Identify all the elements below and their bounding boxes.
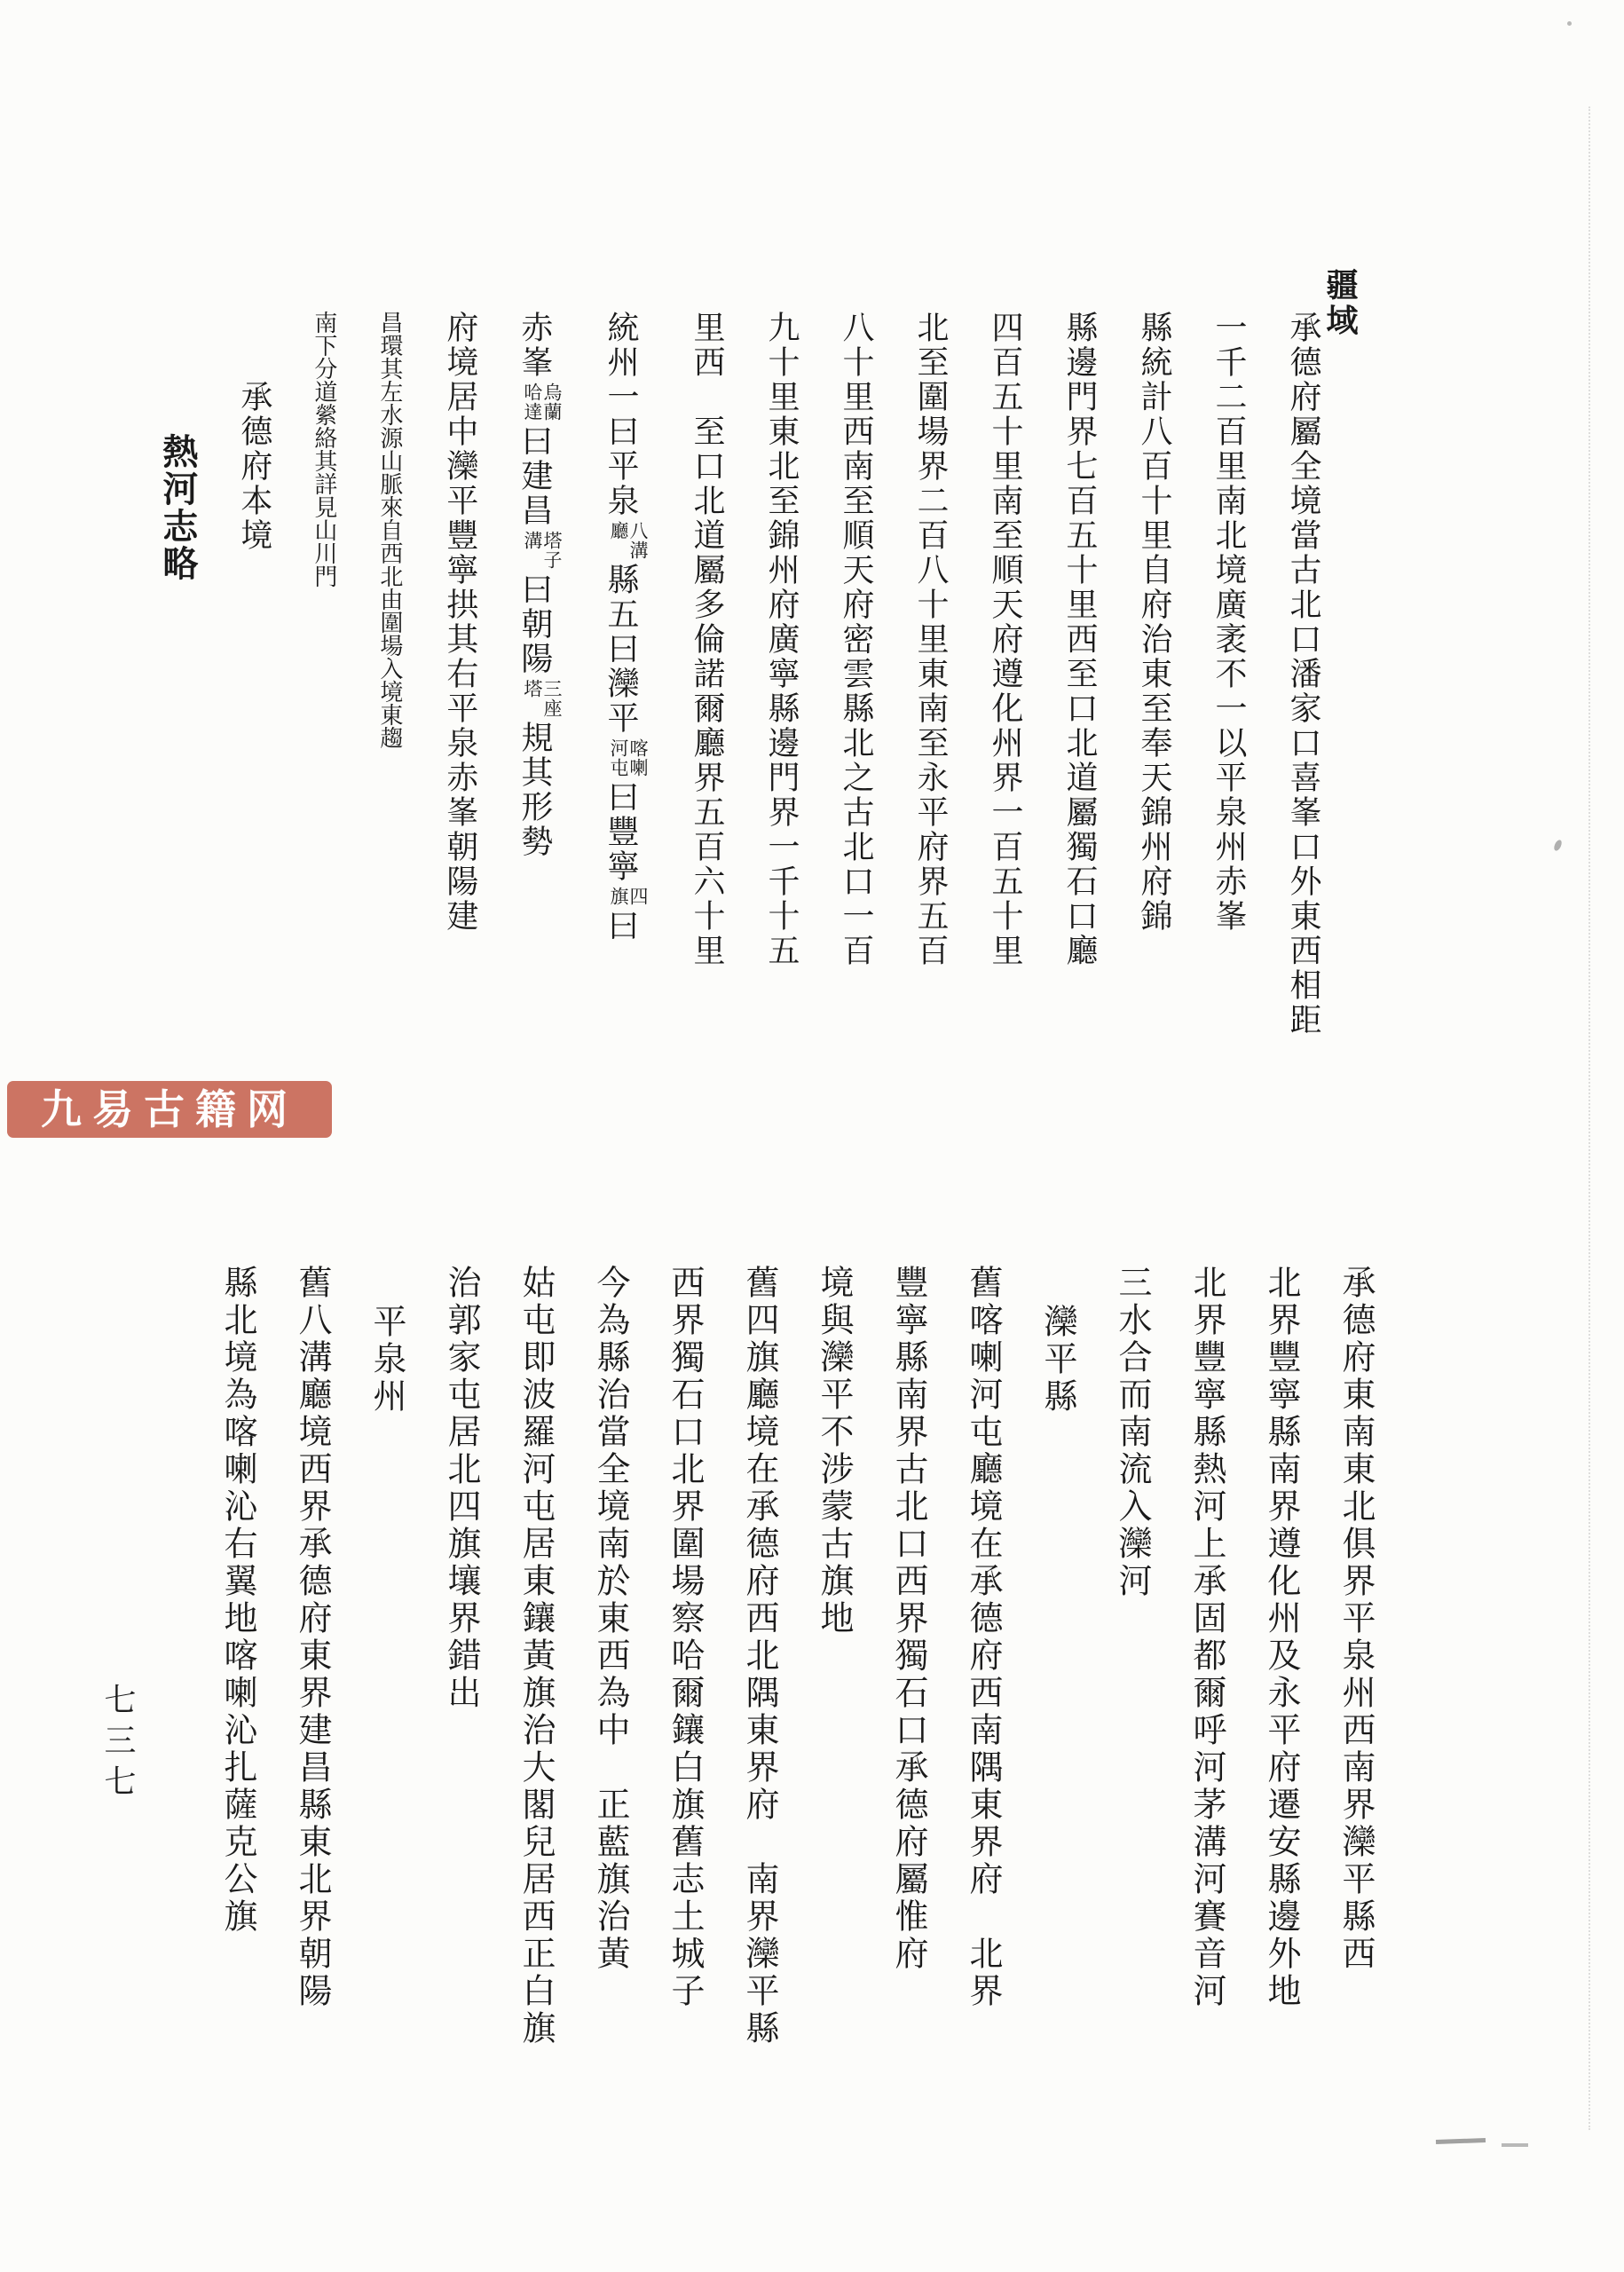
text-column: 南下分道縈絡其詳見山川門 <box>310 311 337 588</box>
text-column: 姑屯即波羅河屯居東鑲黃旗治大閣兒居西正白旗 <box>516 1265 556 2047</box>
text-column: 縣邊門界七百五十里西至口北道屬獨石口廳 <box>1061 311 1098 968</box>
gloss-column: 喀喇 <box>627 738 649 777</box>
inline-gloss-annotation <box>609 887 648 906</box>
text-column: 治郭家屯居北四旗壤界錯出 <box>442 1265 481 1712</box>
scan-artifact <box>1436 2138 1486 2144</box>
text-column: 舊四旗廳境在承德府西北隅東界府 南界灤平縣 <box>740 1265 779 2047</box>
text-column: 北界豐寧縣南界遵化州及永平府遷安縣邊外地 <box>1262 1265 1301 2010</box>
text-column: 三水合而南流入灤河 <box>1113 1265 1152 1600</box>
scan-artifact <box>1567 21 1572 26</box>
scan-artifact <box>1553 839 1564 852</box>
text-column: 舊喀喇河屯廳境在承德府西南隅東界府 北界 <box>964 1265 1003 2010</box>
text-column: 昌環其左水源山脈來自西北由圍場入境東趨 <box>375 311 403 749</box>
inline-gloss-annotation <box>523 679 562 718</box>
text-column: 承德府東南東北俱界平泉州西南界灤平縣西 <box>1336 1265 1376 1973</box>
text-column: 承德府屬全境當古北口潘家口喜峯口外東西相距 <box>1285 311 1321 1037</box>
inline-gloss-annotation <box>609 738 648 777</box>
subheading-chengde-fu-benjing: 承德府本境 <box>235 380 272 553</box>
gloss-column: 塔 <box>521 679 543 698</box>
text-column: 縣統計八百十里自府治東至奉天錦州府錦 <box>1136 311 1172 934</box>
gloss-column: 烏蘭 <box>540 383 563 422</box>
section-heading-territory: 疆域 <box>1321 268 1359 339</box>
gloss-column: 八溝 <box>627 521 649 560</box>
inline-gloss-annotation <box>523 531 562 570</box>
heading-pingquan-zhou: 平泉州 <box>367 1304 406 1416</box>
gloss-column: 四 <box>627 887 649 906</box>
detail-text-block <box>201 1265 1393 2143</box>
text-column: 一千二百里南北境廣袤不一以平泉州赤峯 <box>1210 311 1247 934</box>
text-column: 今為縣治當全境南於東西為中 正藍旗治黃 <box>591 1265 630 1973</box>
gloss-column: 塔子 <box>540 531 563 570</box>
page-number: 七三七 <box>99 1683 136 1805</box>
text-column: 八十里西南至順天府密雲縣北之古北口一百 <box>838 311 874 968</box>
gloss-column: 哈達 <box>521 383 543 422</box>
gloss-column: 三座 <box>540 679 563 718</box>
scan-artifact <box>1502 2143 1528 2147</box>
heading-luanping-xian: 灤平縣 <box>1038 1304 1077 1416</box>
running-title: 熱河志略 <box>156 433 199 582</box>
scan-edge-line <box>1589 106 1590 2130</box>
territory-text-block <box>138 311 1340 1145</box>
text-column: 九十里東北至錦州府廣寧縣邊門界一千十五 <box>763 311 800 968</box>
text-column: 西界獨石口北界圍場察哈爾鑲白旗舊志土城子 <box>666 1265 705 2010</box>
watermark-text: 九易古籍网 <box>41 1086 298 1132</box>
text-column: 四百五十里南至順天府遵化州界一百五十里 <box>987 311 1023 968</box>
gloss-column: 廳 <box>607 521 629 540</box>
inline-gloss-annotation <box>523 383 562 422</box>
text-column: 府境居中灤平豐寧拱其右平泉赤峯朝陽建 <box>441 311 478 934</box>
gloss-column: 溝 <box>521 531 543 550</box>
inline-gloss-annotation <box>609 521 648 560</box>
gloss-column: 旗 <box>607 887 629 906</box>
text-column: 豐寧縣南界古北口西界獨石口承德府屬惟府 <box>889 1265 928 1973</box>
text-column: 里西 至口北道屬多倫諾爾廳界五百六十里 <box>689 311 725 968</box>
text-column: 統州一曰平泉 八溝 廳 縣五曰灤平 喀喇 河屯 曰豐寧 四 旗 曰 <box>602 311 649 943</box>
text-column: 赤峯 烏蘭 哈達 曰建昌 塔子 溝 曰朝陽 三座 塔 規其形勢 <box>516 311 563 859</box>
text-column: 北至圍場界二百八十里東南至永平府界五百 <box>912 311 949 968</box>
text-column: 舊八溝廳境西界承德府東界建昌縣東北界朝陽 <box>293 1265 332 2010</box>
text-column: 縣北境為喀喇沁右翼地喀喇沁扎薩克公旗 <box>218 1265 257 1936</box>
gloss-column: 河屯 <box>607 738 629 777</box>
text-column: 境與灤平不涉蒙古旗地 <box>815 1265 854 1637</box>
watermark-badge <box>7 1081 332 1138</box>
text-column: 北界豐寧縣熱河上承固都爾呼河茅溝河賽音河 <box>1187 1265 1226 2010</box>
